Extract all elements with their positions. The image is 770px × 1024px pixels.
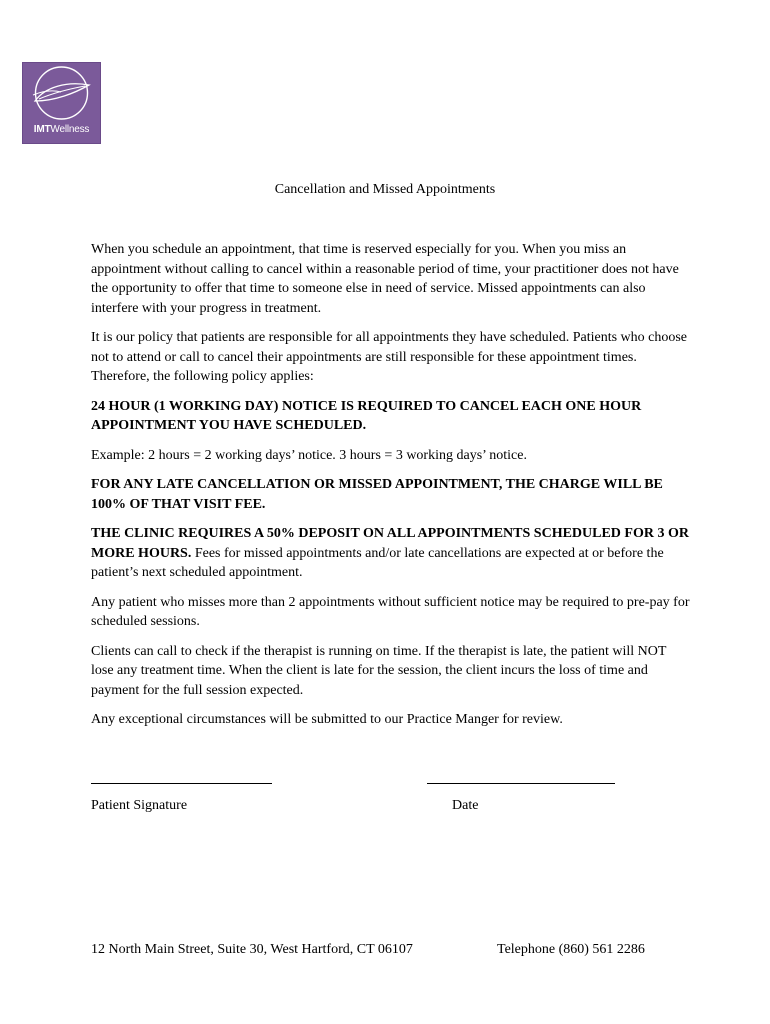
- exceptional-paragraph: Any exceptional circumstances will be submitted to our Practice Manger for review.: [91, 712, 563, 727]
- policy-body: [91, 240, 691, 740]
- intro-paragraph: When you schedule an appointment, that time is reserved especially for you. When you miss an appointment without calling to cancel within a reasonable period of time, your practitioner does not have the opportunity to offer that time to someone else in need of service. Missed appointments can also interfere with your progress in treatment.: [91, 242, 679, 316]
- leaf-emblem-icon: [23, 63, 100, 123]
- policy-paragraph: It is our policy that patients are responsible for all appointments they have scheduled. Patients who choose not to attend or call to cancel their appointments are still responsible for these appointment times. Therefore, the following policy applies:: [91, 330, 688, 384]
- footer-phone: Telephone (860) 561 2286: [497, 942, 645, 957]
- prepay-paragraph: Any patient who misses more than 2 appointments without sufficient notice may be required to pre-pay for scheduled sessions.: [91, 594, 690, 629]
- footer-address: 12 North Main Street, Suite 30, West Hartford, CT 06107: [91, 942, 413, 957]
- patient-signature-line[interactable]: [91, 783, 272, 784]
- document-title: Cancellation and Missed Appointments: [274, 182, 496, 197]
- deposit-rule: THE CLINIC REQUIRES A 50% DEPOSIT ON ALL APPOINTMENTS SCHEDULED FOR 3 OR MORE HOURS.: [91, 526, 689, 561]
- notice-example: Example: 2 hours = 2 working days’ notice. 3 hours = 3 working days’ notice.: [91, 447, 527, 463]
- notice-requirement: 24 HOUR (1 WORKING DAY) NOTICE IS REQUIRED TO CANCEL EACH ONE HOUR APPOINTMENT YOU HAVE SCHEDULED.: [91, 398, 642, 433]
- late-charge-rule: FOR ANY LATE CANCELLATION OR MISSED APPOINTMENT, THE CHARGE WILL BE 100% OF THAT VISIT FEE.: [91, 477, 663, 512]
- patient-signature-label: Patient Signature: [91, 798, 188, 813]
- date-line[interactable]: [427, 783, 615, 784]
- deposit-rule-detail: Fees for missed appointments and/or late cancellations are expected at or before the patient’s next scheduled appointment.: [91, 545, 664, 580]
- deposit-paragraph: [91, 524, 691, 583]
- logo-wordmark: IMTWellness: [33, 124, 90, 135]
- lateness-paragraph: Clients can call to check if the therapist is running on time. If the therapist is late, the patient will NOT lose any treatment time. When the client is late for the session, the client incurs the loss of time and payment for the full session expected.: [91, 643, 667, 698]
- date-label: Date: [452, 798, 479, 813]
- imt-wellness-logo: [22, 62, 101, 144]
